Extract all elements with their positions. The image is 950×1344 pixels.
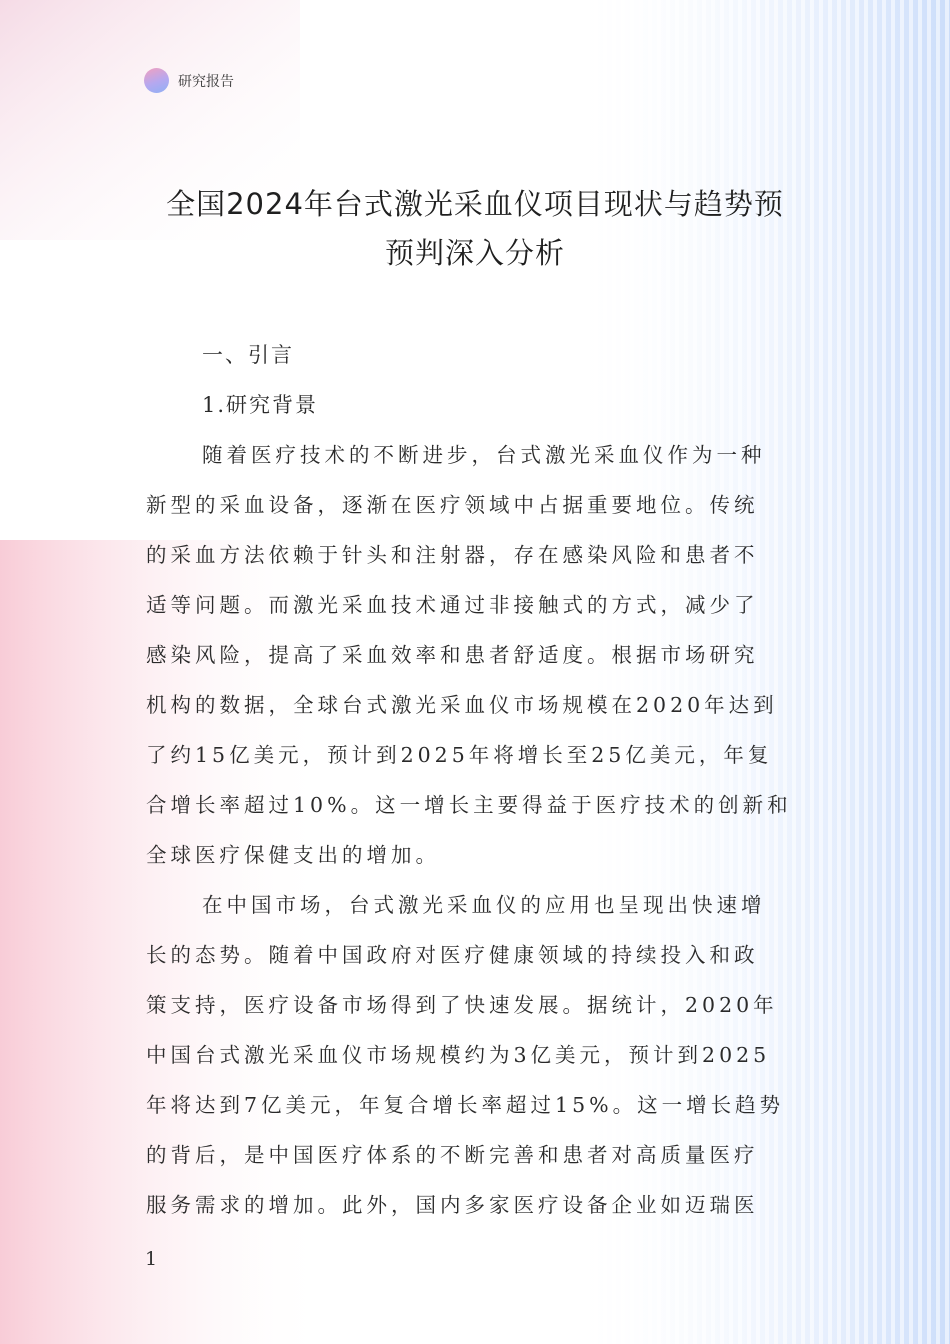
text-line: 长的态势。随着中国政府对医疗健康领域的持续投入和政 xyxy=(146,943,759,967)
section-heading: 一、引言 xyxy=(202,343,294,367)
brand-label: 研究报告 xyxy=(178,73,234,90)
text-line: 的采血方法依赖于针头和注射器，存在感染风险和患者不 xyxy=(146,543,759,567)
text-line: 随着医疗技术的不断进步，台式激光采血仪作为一种 xyxy=(202,443,766,467)
text-line: 合增长率超过10%。这一增长主要得益于医疗技术的创新和 xyxy=(146,793,792,817)
brand-header xyxy=(144,68,234,93)
text-line: 适等问题。而激光采血技术通过非接触式的方式，减少了 xyxy=(146,593,759,617)
subsection-heading: 1.研究背景 xyxy=(202,393,319,417)
text-line: 中国台式激光采血仪市场规模约为3亿美元，预计到2025 xyxy=(146,1043,771,1067)
document-body xyxy=(146,330,806,1230)
page-number: 1 xyxy=(145,1248,158,1270)
paragraph-1 xyxy=(146,430,806,880)
text-line: 新型的采血设备，逐渐在医疗领域中占据重要地位。传统 xyxy=(146,493,759,517)
brand-logo-icon xyxy=(144,68,169,93)
text-line: 策支持，医疗设备市场得到了快速发展。据统计，2020年 xyxy=(146,993,778,1017)
text-line: 年将达到7亿美元，年复合增长率超过15%。这一增长趋势 xyxy=(146,1093,785,1117)
title-line: 全国2024年台式激光采血仪项目现状与趋势预 xyxy=(166,187,784,221)
title-line: 预判深入分析 xyxy=(384,236,565,270)
text-line: 感染风险，提高了采血效率和患者舒适度。根据市场研究 xyxy=(146,643,759,667)
text-line: 在中国市场，台式激光采血仪的应用也呈现出快速增 xyxy=(202,893,766,917)
text-line: 机构的数据，全球台式激光采血仪市场规模在2020年达到 xyxy=(146,693,778,717)
text-line: 的背后，是中国医疗体系的不断完善和患者对高质量医疗 xyxy=(146,1143,759,1167)
text-line: 了约15亿美元，预计到2025年将增长至25亿美元，年复 xyxy=(146,743,773,767)
text-line: 全球医疗保健支出的增加。 xyxy=(146,843,440,867)
document-title xyxy=(120,180,830,278)
paragraph-2 xyxy=(146,880,806,1230)
text-line: 服务需求的增加。此外，国内多家医疗设备企业如迈瑞医 xyxy=(146,1193,759,1217)
